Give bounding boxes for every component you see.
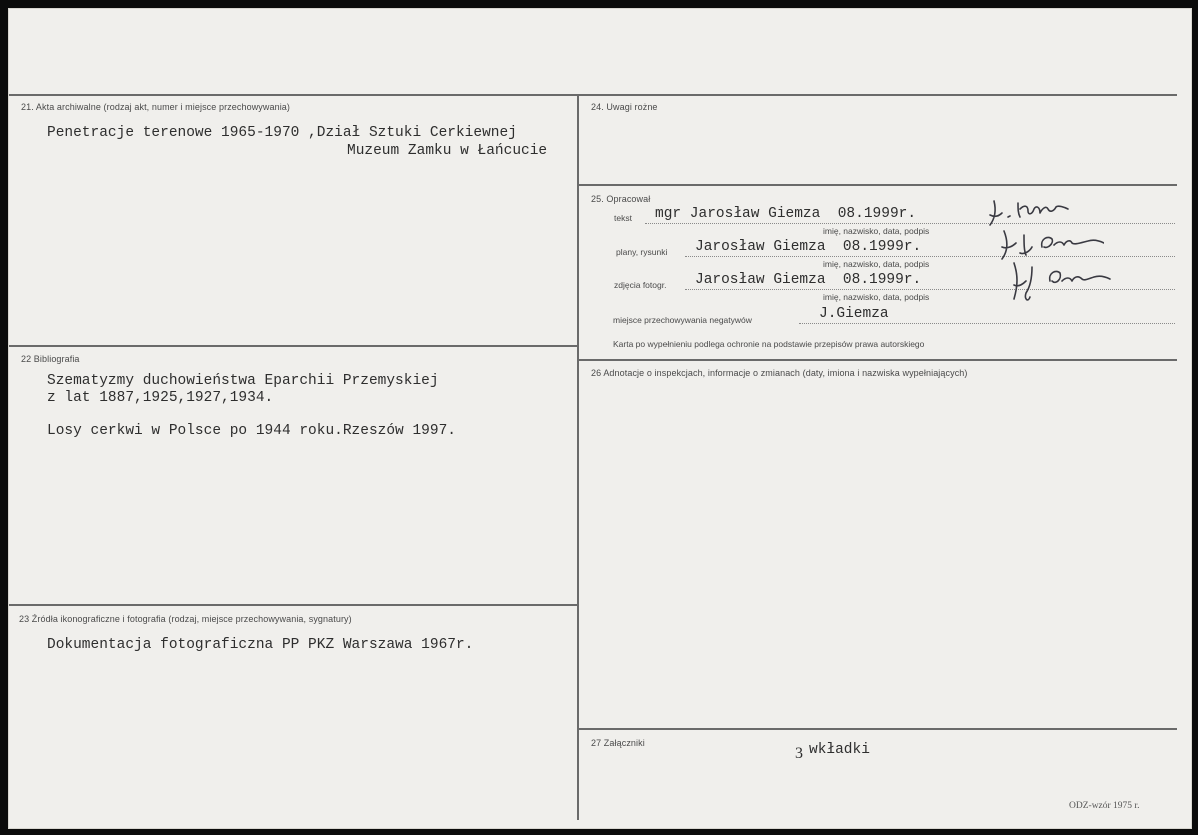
plany-value: Jarosław Giemza 08.1999r. <box>695 239 922 255</box>
section-24-label: 24. Uwagi rożne <box>591 102 658 112</box>
negatywy-dotted-line <box>799 323 1175 324</box>
section-21-line1: Penetracje terenowe 1965-1970 ,Dział Sztuki Cerkiewnej <box>47 125 517 141</box>
section-21-line2: Muzeum Zamku w Łańcucie <box>347 143 548 159</box>
section-22-line3: Losy cerkwi w Polsce po 1944 roku.Rzeszów 1997. <box>47 423 456 439</box>
section-22-label: 22 Bibliografia <box>21 354 80 364</box>
copyright-note: Karta po wypełnieniu podlega ochronie na podstawie przepisów prawa autorskiego <box>613 339 925 349</box>
tekst-value: mgr Jarosław Giemza 08.1999r. <box>655 206 917 222</box>
section-22-line2: z lat 1887,1925,1927,1934. <box>47 390 274 406</box>
section-27-value-number: 3 <box>795 745 803 762</box>
right-divider-26 <box>579 359 1177 361</box>
record-card <box>8 8 1192 829</box>
top-rule <box>9 94 1177 96</box>
center-divider <box>577 94 579 820</box>
plany-caption: imię, nazwisko, data, podpis <box>823 259 930 269</box>
zdjecia-caption: imię, nazwisko, data, podpis <box>823 292 930 302</box>
negatywy-label: miejsce przechowywania negatywów <box>613 315 752 325</box>
section-27-label: 27 Załączniki <box>591 738 645 748</box>
section-27-value-text: wkładki <box>809 742 870 758</box>
tekst-caption: imię, nazwisko, data, podpis <box>823 226 930 236</box>
section-22-line1: Szematyzmy duchowieństwa Eparchii Przemyskiej <box>47 373 439 389</box>
plany-label: plany, rysunki <box>616 247 668 257</box>
left-divider-22 <box>9 345 577 347</box>
zdjecia-value: Jarosław Giemza 08.1999r. <box>695 272 922 288</box>
signature-tekst <box>984 195 1084 227</box>
right-divider-27 <box>579 728 1177 730</box>
tekst-dotted-line <box>645 223 1175 224</box>
left-divider-23 <box>9 604 577 606</box>
section-25-label: 25. Opracował <box>591 194 651 204</box>
zdjecia-label: zdjęcia fotogr. <box>614 280 667 290</box>
negatywy-value: J.Giemza <box>819 306 889 322</box>
tekst-label: tekst <box>614 213 632 223</box>
form-version-footer: ODZ-wzór 1975 r. <box>1069 801 1140 811</box>
section-23-line1: Dokumentacja fotograficzna PP PKZ Warszawa 1967r. <box>47 637 474 653</box>
section-26-label: 26 Adnotacje o inspekcjach, informacje o zmianach (daty, imiona i nazwiska wypełniających) <box>591 368 968 378</box>
signature-plany <box>994 225 1104 261</box>
signature-zdjecia <box>1004 259 1114 315</box>
right-divider-25 <box>579 184 1177 186</box>
section-21-label: 21. Akta archiwalne (rodzaj akt, numer i miejsce przechowywania) <box>21 102 291 112</box>
section-23-label: 23 Źródła ikonograficzne i fotografia (rodzaj, miejsce przechowywania, sygnatury) <box>19 614 352 624</box>
